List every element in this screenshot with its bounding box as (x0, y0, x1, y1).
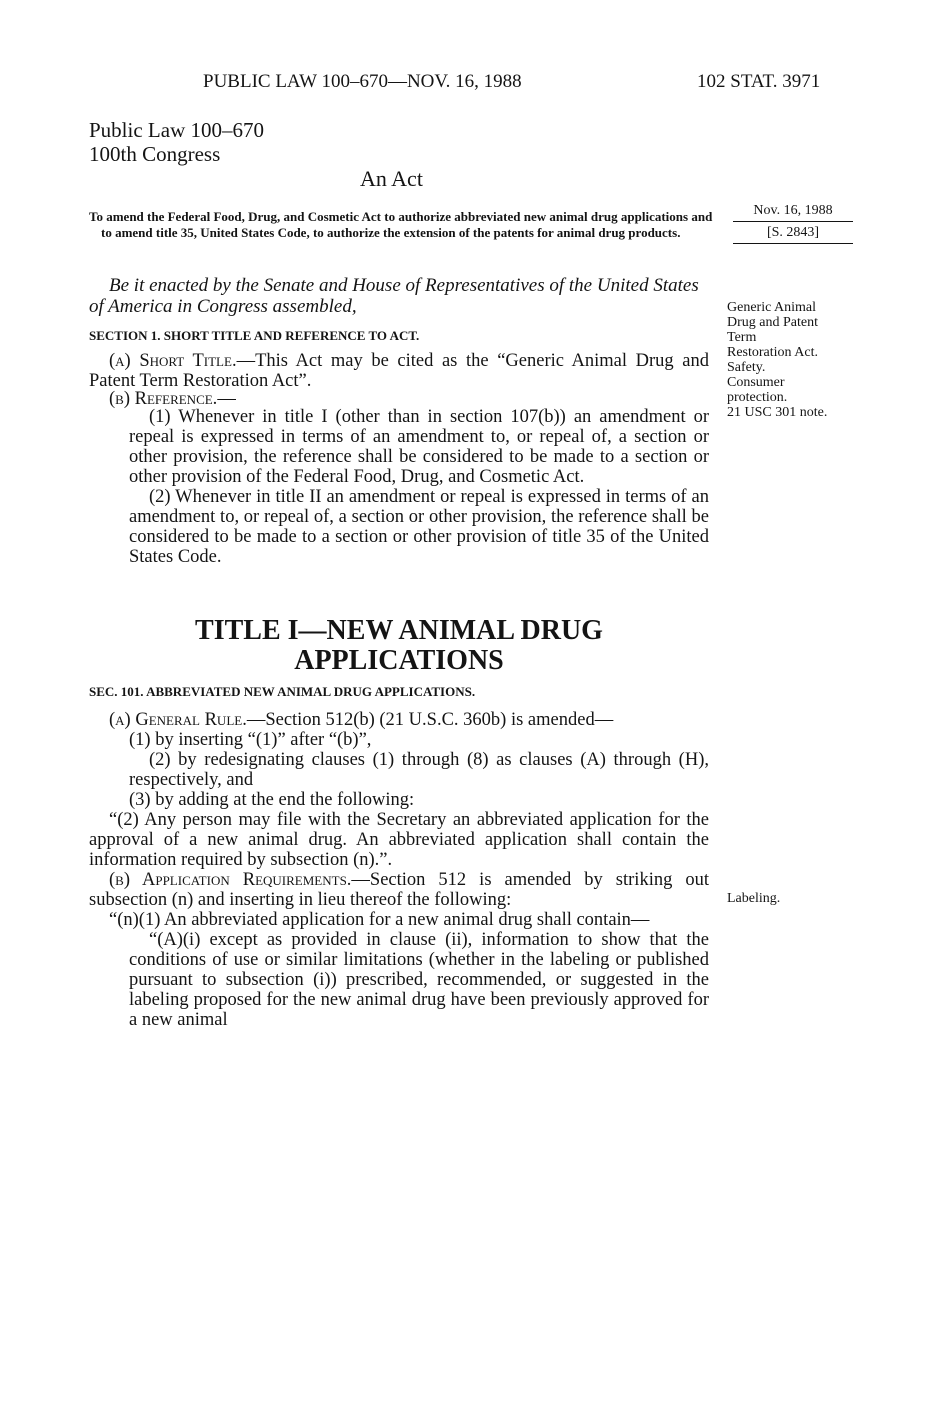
subsection-a-text: —This Act may be cited as the “Generic Animal Drug and Patent Term Restoration Act”. (89, 351, 709, 391)
section-1-paragraph-2: (2) Whenever in title II an amendment or repeal is expressed in terms of an amendment to, or repeal of, a section or other provision, the reference shall be considered to be made to a section or other provision of title 35 of the United States Code. (129, 487, 709, 567)
clause-1: (1) by inserting “(1)” after “(b)”, (129, 730, 372, 750)
act-label: An Act (360, 166, 423, 191)
clause-2: (2) by redesignating clauses (1) through (8) as clauses (A) through (H), respectively, and (129, 750, 709, 790)
section-1-subsection-b (89, 391, 709, 407)
section-101-body (89, 710, 709, 1030)
law-identifier (89, 118, 264, 166)
section-1-subsection-a (89, 351, 709, 391)
section-101-subsection-b (89, 870, 709, 910)
margin-note-line: Restoration Act. (727, 345, 818, 360)
title-i-line-2: APPLICATIONS (294, 645, 504, 676)
title-i-line-1: TITLE I—NEW ANIMAL DRUG (195, 615, 603, 646)
margin-note-line: 21 USC 301 note. (727, 405, 828, 420)
margin-note-line: Consumer (727, 375, 785, 390)
subsection-a-text: —Section 512(b) (21 U.S.C. 360b) is amended— (246, 710, 614, 730)
margin-note-line: Generic Animal (727, 300, 817, 315)
section-1-heading: SECTION 1. SHORT TITLE AND REFERENCE TO ACT. (89, 328, 420, 343)
subsection-b-text: —Section 512 is amended by striking out subsection (n) and inserting in lieu thereof the following: (89, 870, 709, 910)
enactment-date: Nov. 16, 1988 (733, 203, 853, 222)
margin-note-line: protection. (727, 390, 788, 405)
enactment-date-note (733, 203, 853, 244)
subsection-a-label: (a) Short Title. (109, 351, 237, 371)
title-i-heading (89, 616, 709, 676)
subsection-b-label: (b) Application Requirements. (109, 870, 352, 890)
margin-note-labeling: Labeling. (727, 891, 781, 906)
clause-3: (3) by adding at the end the following: (129, 790, 415, 810)
public-law-number: Public Law 100–670 (89, 118, 264, 142)
enacting-clause: Be it enacted by the Senate and House of Representatives of the United States of America in Congress assembled, (89, 275, 699, 317)
margin-note-line: Term (727, 330, 757, 345)
section-1-body (89, 351, 709, 567)
bill-number: [S. 2843] (733, 222, 853, 244)
margin-note-line: Safety. (727, 360, 766, 375)
subsection-a-label: (a) General Rule. (109, 710, 247, 730)
margin-note-line: Drug and Patent (727, 315, 818, 330)
running-head (0, 70, 949, 94)
subsection-b-text: — (217, 389, 236, 409)
quoted-clause-a-i: “(A)(i) except as provided in clause (ii), information to show that the conditions of use or similar limitations (whether in the labeling or published pursuant to subsection (i)) prescribed, recommended, or suggested in the labeling proposed for the new animal drug have been previously approved for a new animal (129, 930, 709, 1030)
act-purpose: To amend the Federal Food, Drug, and Cosmetic Act to authorize abbreviated new animal drug applications and to amend title 35, United States Code, to authorize the extension of the patents for animal drug products. (89, 209, 713, 240)
section-1-paragraph-1: (1) Whenever in title I (other than in section 107(b)) an amendment or repeal is expressed in terms of an amendment to, or repeal of, a section or other provision, the reference shall be considered to be made to a section or other provision of the Federal Food, Drug, and Cosmetic Act. (129, 407, 709, 487)
quoted-subsection-n1: “(n)(1) An abbreviated application for a new animal drug shall contain— (109, 910, 650, 930)
section-101-heading: SEC. 101. ABBREVIATED NEW ANIMAL DRUG APPLICATIONS. (89, 684, 476, 699)
quoted-paragraph-2: “(2) Any person may file with the Secretary an abbreviated application for the approval of a new animal drug. An abbreviated application shall contain the information required by subsection (n).”. (89, 810, 709, 870)
margin-note-short-title (727, 300, 867, 420)
running-head-left: PUBLIC LAW 100–670—NOV. 16, 1988 (203, 71, 522, 92)
congress-number: 100th Congress (89, 142, 221, 166)
running-head-page: 102 STAT. 3971 (697, 71, 821, 92)
section-101-subsection-a (89, 710, 709, 730)
subsection-b-label: (b) Reference. (109, 389, 218, 409)
